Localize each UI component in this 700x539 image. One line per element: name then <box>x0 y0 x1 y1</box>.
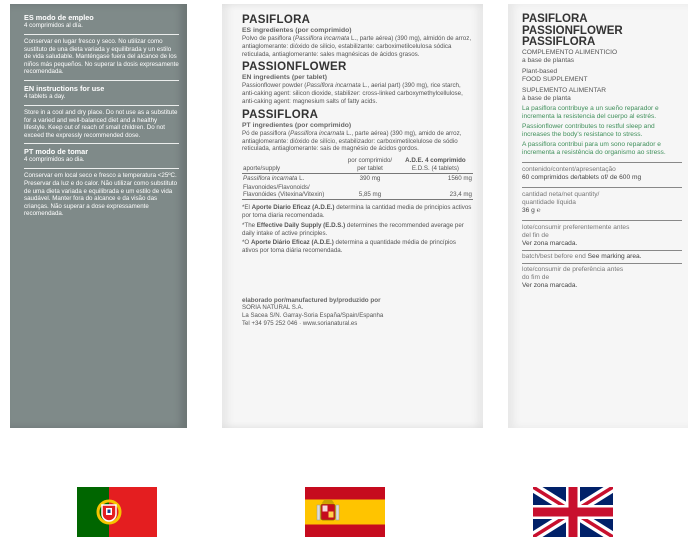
divider <box>522 220 682 221</box>
lot-en-line: batch/best before end See marking area. <box>522 252 642 260</box>
daily-supply-column-header: A.D.E. 4 comprimido E.D.S. (4 tablets) <box>398 156 473 174</box>
table-row <box>242 174 473 184</box>
supply-column-header: aporte/supply <box>242 156 342 174</box>
divider <box>522 162 682 163</box>
content-label: contenido/content/apresentação <box>522 165 616 173</box>
footnote-es: *El Aporte Diario Eficaz (A.D.E.) determina la cantidad media de principios activos por toma diaria recomendada. <box>242 204 472 219</box>
en-usage-heading: EN instructions for use <box>24 83 105 93</box>
health-claim-es: La pasiflora contribuye a un sueño reparador e incrementa la resistencia del cuerpo al estrés. <box>522 104 659 120</box>
divider <box>24 80 179 81</box>
es-usage-text: Conservar en lugar fresco y seco. No utilizar como sustituto de una dieta variada y equilibrada y un estilo de vida saludable. Manténgase fuera del alcance de los niños más pequeños. No superar la dosis expresamente recomendada. <box>24 38 179 76</box>
daily-value: 1560 mg <box>447 175 472 183</box>
es-dosage: 4 comprimidos al día. <box>24 22 83 29</box>
manufacturer-address: La Sacea S/N. Garray-Soria España/Spain/Espanha <box>242 311 384 319</box>
divider <box>522 263 682 264</box>
ingredients-panel <box>222 4 483 428</box>
pt-product-type: SUPLEMENTO ALIMENTAR à base de planta <box>522 86 607 102</box>
health-claim-pt: A passiflora contribui para um sono reparador e incrementa a resistência do organismo ao stress. <box>522 140 666 156</box>
lot-es-value: Ver zona marcada. <box>522 239 578 247</box>
spain-flag-icon <box>305 487 385 537</box>
daily-value: 23,4 mg <box>398 183 473 200</box>
en-ingredients-heading: EN ingredients (per tablet) <box>242 74 327 82</box>
title-pt: PASSIFLORA <box>522 36 596 48</box>
es-usage-heading: ES modo de empleo <box>24 13 94 22</box>
per-tablet-column-header: por comprimido/ per tablet <box>342 156 398 174</box>
manufacturer-name: SORIA NATURAL S.A. <box>242 303 304 311</box>
pt-usage-text: Conservar em local seco e fresco a temperatura <25ºC. Preservar da luz e do calor. Não utilizar como substituto de uma dieta variada e equilibrada e um estilo de vida saudável. Manter fora do alcance e da visão das crianças. Não superar a dose expressamente recomendada. <box>24 172 178 218</box>
divider <box>24 34 179 35</box>
manufacturer-contact: Tel +34 975 252 046 · www.sorianatural.es <box>242 319 358 327</box>
per-tablet-value: 390 mg <box>359 175 381 183</box>
title-es: PASIFLORA <box>522 13 588 25</box>
lot-pt-label: lote/consumir de preferência antes do fim de <box>522 265 624 281</box>
table-header-row <box>242 156 473 174</box>
en-dosage: 4 tablets a day. <box>24 92 66 100</box>
es-ingredients-heading: ES ingredientes (por comprimido) <box>242 27 352 34</box>
en-ingredients-text: Passionflower powder (Passiflora incarnata L., aerial part) (390 mg), rice starch, anti-caking agent: silicon dioxide, stabilizer: cross-linked carboxymethylcellulose, anti-caking agent: magnesium salts of fatty acids. <box>242 82 463 105</box>
divider <box>522 250 682 251</box>
pt-ingredients-heading: PT ingredientes (por comprimido) <box>242 121 352 129</box>
en-usage-text: Store in a cool and dry place. Do not use as a substitute for a varied and well-balanced diet and a healthy lifestyle. Keep out of reach of small children. Do not exceed the expressly recommended dose. <box>24 108 178 139</box>
footnote-pt: *O Aporte Diário Eficaz (A.D.E.) determina a quantidade média de princípios ativos por toma diária recomendada. <box>242 239 456 255</box>
ingredient-name: Flavonoides/Flavonoids/ Flavonóides (Vitexina/Vitexin) <box>242 183 342 200</box>
pt-dosage: 4 comprimidos ao dia. <box>24 156 85 164</box>
es-product-type: COMPLEMENTO ALIMENTICIO a base de plantas <box>522 48 618 64</box>
per-tablet-value: 5,85 mg <box>342 183 398 200</box>
lot-pt-value: Ver zona marcada. <box>522 281 578 289</box>
divider <box>522 187 682 188</box>
pt-usage-heading: PT modo de tomar <box>24 147 89 157</box>
en-product-title: PASSIONFLOWER <box>242 61 347 74</box>
ingredient-name: Passiflora incarnata L. <box>243 175 305 183</box>
usage-instructions-panel <box>10 4 187 428</box>
en-product-type: Plant-based FOOD SUPPLEMENT <box>522 67 588 83</box>
portugal-flag-icon <box>77 487 157 537</box>
title-en: PASSIONFLOWER <box>522 24 623 37</box>
divider <box>24 105 179 106</box>
content-value: 60 comprimidos de/tablets of/ de 600 mg <box>522 173 642 181</box>
health-claim-en: Passionflower contributes to restful sleep and increases the body's resistance to stress. <box>522 122 655 138</box>
product-info-panel <box>508 4 688 428</box>
pt-ingredients-text: Pó de passiflora (Passiflora incarnata L., parte aérea) (390 mg), amido de arroz, antiaglomerante: dióxido de silício, estabilizador: carboximetilcelulose de sódio reticulada, antiaglomerante: sais de magnésio de ácidos gordos. <box>242 129 462 153</box>
footnote-en: *The Effective Daily Supply (E.D.S.) determines the recommended average per daily intake of active principles. <box>242 221 464 237</box>
net-quantity-label: cantidad neta/net quantity/ quantidade líquida <box>522 190 600 206</box>
uk-flag-icon <box>533 487 613 537</box>
net-quantity-value: 36 g ℮ <box>522 206 541 214</box>
es-ingredients-text: Polvo de pasiflora (Passiflora incarnata L., parte aérea) (390 mg), almidón de arroz, antiaglomerante: dióxido de silicio, estabilizante: carboximetilcelulosa sódica reticulada, antiaglomerante: sales magnésicas de ácidos grasos. <box>242 35 472 58</box>
divider <box>24 143 179 144</box>
es-product-title: PASIFLORA <box>242 14 311 26</box>
lot-es-label: lote/consumir preferentemente antes del fin de <box>522 223 630 239</box>
footnotes <box>242 204 473 255</box>
manufacturer-heading: elaborado por/manufactured by/produzido por <box>242 296 381 304</box>
pt-product-title: PASSIFLORA <box>242 108 319 121</box>
nutrition-table <box>242 156 473 200</box>
table-row <box>242 183 473 200</box>
divider <box>24 168 179 169</box>
